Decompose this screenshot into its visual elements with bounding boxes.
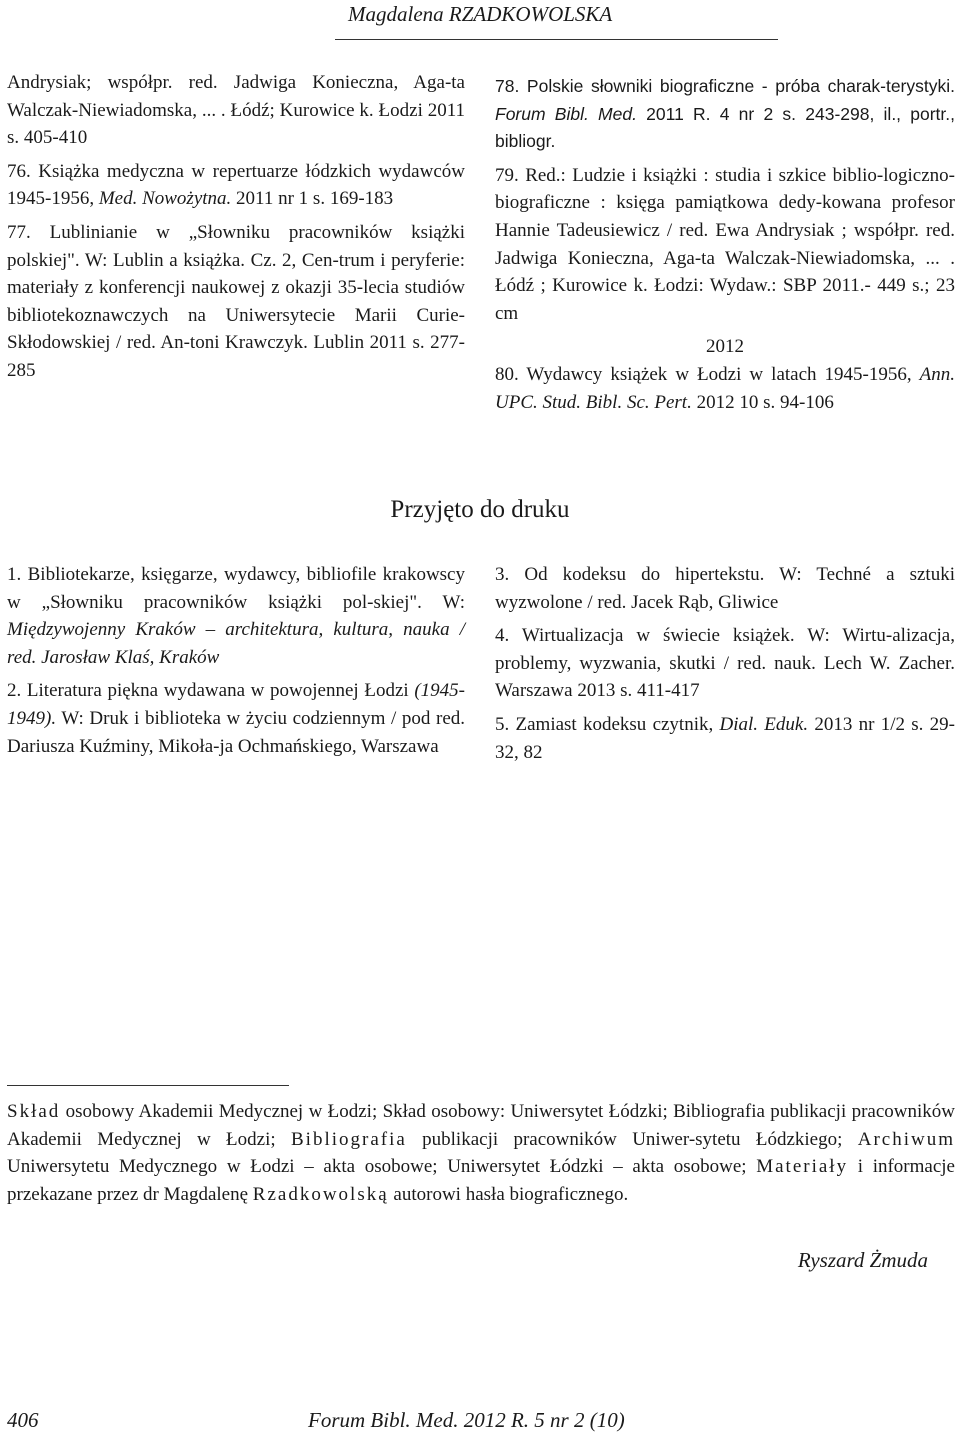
sources-part-4: publikacji pracowników Uniwer-sytetu Łódzkiego;: [406, 1128, 858, 1150]
section-heading: Przyjęto do druku: [390, 496, 570, 523]
accepted-entry-5-details: 2013 nr 1/2 s. 29-32, 82: [495, 713, 955, 763]
accepted-entry-5-journal: Dial. Eduk.: [719, 713, 809, 735]
sources-part-1: Skład: [7, 1101, 61, 1122]
sources-part-5: Archiwum: [857, 1128, 955, 1150]
entry-76-journal: Med. Nowożytna.: [98, 188, 232, 210]
entry-78-text: 78. Polskie słowniki biograficzne - próba charak-terystyki.: [495, 76, 955, 96]
sources-part-7: Materiały: [756, 1156, 849, 1177]
accepted-entry-1-italic: Międzywojenny Kraków – architektura, kultura, nauka / red. Jarosław Klaś, Kraków: [7, 619, 465, 668]
accepted-right: [495, 561, 955, 772]
entry-80-journal: Ann. UPC. Stud. Bibl. Sc. Pert.: [495, 363, 955, 413]
author-signature: Ryszard Żmuda: [797, 1248, 928, 1272]
sources-part-8: i informacje przekazane przez dr Magdalenę: [7, 1156, 955, 1205]
accepted-left: [7, 561, 465, 766]
bibliography-right-top: [495, 73, 955, 422]
accepted-entry-2-text: 2. Literatura piękna wydawana w powojennej Łodzi: [7, 680, 415, 702]
sources-rule: [7, 1085, 289, 1086]
entry-80: [495, 361, 955, 416]
accepted-entry-1: [7, 561, 465, 671]
entry-75-continuation: Andrysiak; współpr. red. Jadwiga Konieczna, Aga-ta Walczak-Niewiadomska, ... . Łódź; Kurowice k. Łodzi 2011 s. 405-410: [7, 72, 465, 149]
accepted-entry-5: [495, 711, 955, 766]
entry-79: 79. Red.: Ludzie i książki : studia i szkice biblio-logiczno-biograficzne : księga pamiątkowa dedy-kowana profesor Hannie Tadeusiewicz / red. Ewa Andrysiak ; współpr. red. Jadwiga Konieczna, Aga-ta Walczak-Niewiadomska, ... . Łódź ; Kurowice k. Łodzi: Wydaw.: SBP 2011.- 449 s.; 23 cm: [495, 164, 955, 324]
page-number: 406: [7, 1408, 39, 1432]
sources-part-10: autorowi hasła biograficznego.: [388, 1183, 629, 1205]
bibliography-left-top: [7, 69, 465, 391]
accepted-entry-5-text: 5. Zamiast kodeksu czytnik,: [495, 713, 720, 735]
accepted-entry-2: [7, 677, 465, 760]
accepted-entry-4: 4. Wirtualizacja w świecie książek. W: Wirtu-alizacja, problemy, wyzwania, skutki / red. nauk. Lech W. Zacher. Warszawa 2013 s. 411-417: [495, 625, 955, 702]
header-rule: [335, 39, 778, 40]
entry-76-text: 76. Książka medyczna w repertuarze łódzkich wydawców 1945-1956,: [7, 160, 465, 210]
sources-part-9: Rzadkowolską: [252, 1183, 389, 1205]
entry-78-details: 2011 R. 4 nr 2 s. 243-298, il., portr., bibliogr.: [495, 103, 956, 152]
entry-80-text: 80. Wydawcy książek w Łodzi w latach 1945-1956,: [495, 363, 920, 385]
entry-76: [7, 158, 465, 213]
entry-80-details: 2012 10 s. 94-106: [691, 391, 834, 413]
entry-78: [495, 73, 955, 156]
sources-part-6: Uniwersytetu Medycznego w Łodzi – akta osobowe; Uniwersytet Łódzki – akta osobowe;: [7, 1156, 757, 1177]
accepted-entry-3: 3. Od kodeksu do hipertekstu. W: Techné a sztuki wyzwolone / red. Jacek Rąb, Gliwice: [495, 564, 955, 613]
accepted-entry-2-italic: (1945-1949).: [7, 680, 465, 729]
sources-note: [7, 1098, 955, 1208]
running-title: Magdalena RZADKOWOLSKA: [348, 2, 613, 26]
entry-78-journal: Forum Bibl. Med.: [495, 103, 637, 124]
accepted-entry-2-details: W: Druk i biblioteka w życiu codziennym / pod red. Dariusza Kuźminy, Mikoła-ja Ochmańskiego, Warszawa: [7, 707, 465, 757]
entry-76-details: 2011 nr 1 s. 169-183: [231, 188, 394, 210]
accepted-entry-1-text: 1. Bibliotekarze, księgarze, wydawcy, bibliofile krakowscy w „Słowniku pracowników książki pol-skiej". W:: [7, 564, 465, 613]
journal-footer: Forum Bibl. Med. 2012 R. 5 nr 2 (10): [308, 1408, 625, 1432]
sources-part-3: Bibliografia: [291, 1128, 407, 1150]
sources-part-2: osobowy Akademii Medycznej w Łodzi; Skład osobowy: Uniwersytet Łódzki; Bibliografia publikacji pracowników Akademii Medycznej w Łodzi;: [7, 1101, 955, 1150]
year-heading: 2012: [706, 336, 744, 358]
entry-77: 77. Lublinianie w „Słowniku pracowników książki polskiej". W: Lublin a książka. Cz. 2, Cen-trum i peryferie: materiały z konferencji naukowej z okazji 35-lecia studiów bibliotekoznawczych na Uniwersytecie Marii Curie-Skłodowskiej / red. An-toni Krawczyk. Lublin 2011 s. 277-285: [7, 221, 465, 381]
